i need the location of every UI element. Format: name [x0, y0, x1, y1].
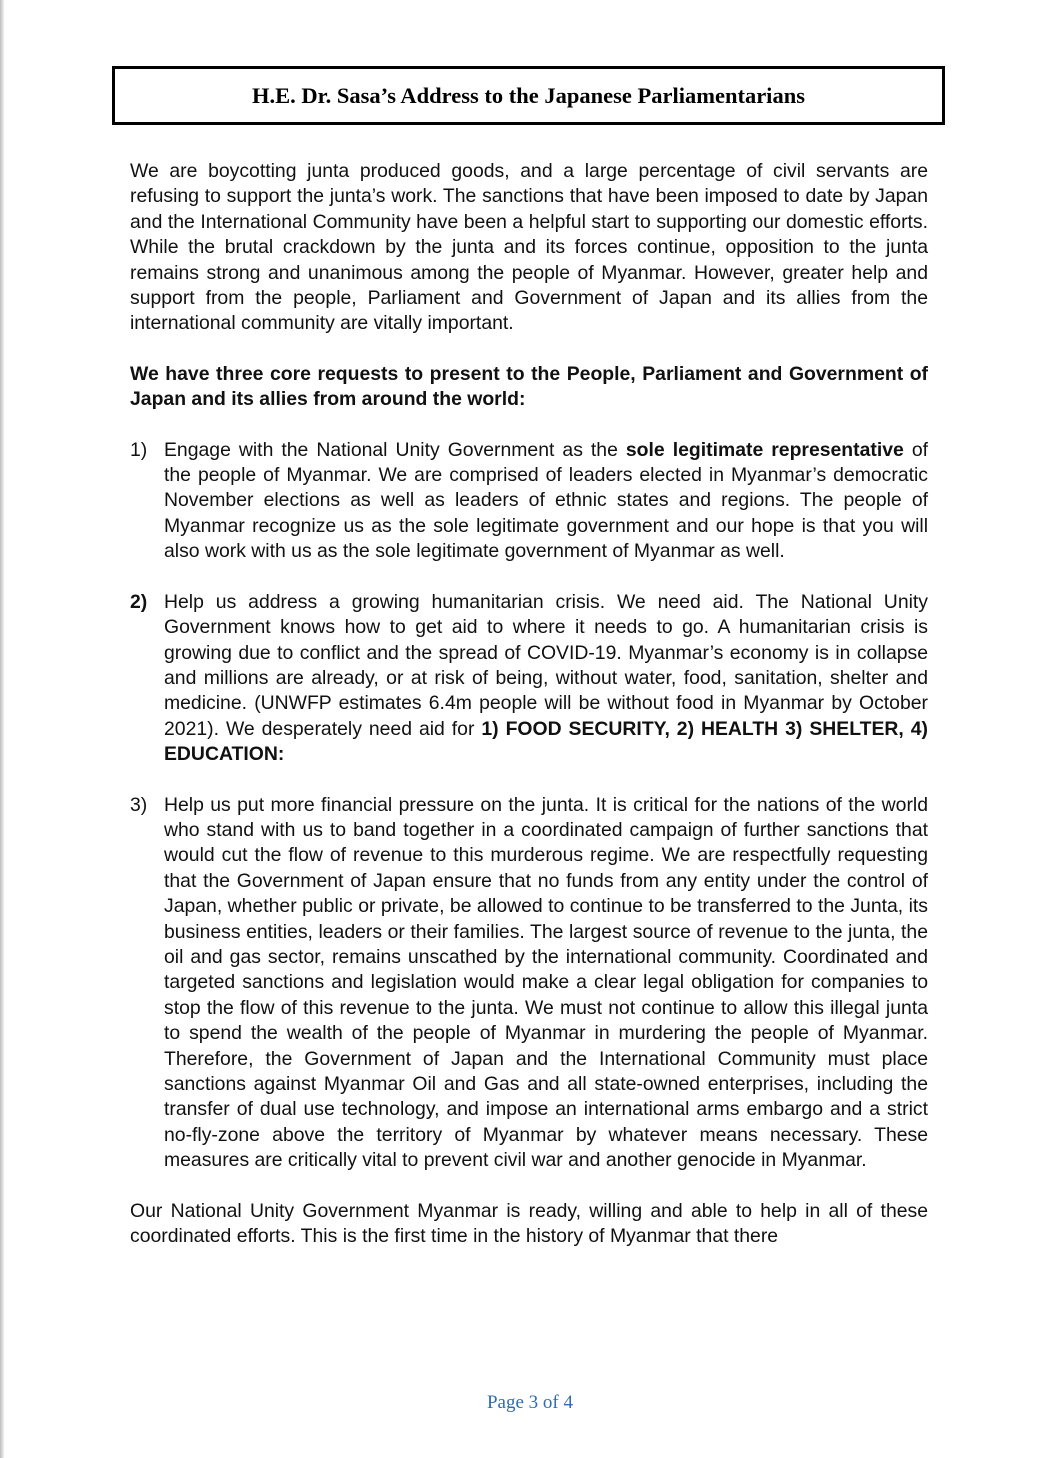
title-box: [112, 66, 945, 125]
list-number-2: 2): [130, 590, 148, 613]
list-item-1-bold: sole legitimate representative: [625, 438, 904, 461]
list-number-1: 1): [130, 438, 148, 461]
list-item-3: [130, 793, 928, 1174]
closing-paragraph: Our National Unity Government Myanmar is ready, willing and able to help in all of these coordinated efforts. This is the first time in the history of Myanmar that there: [130, 1199, 928, 1248]
list-item-1: [130, 438, 928, 565]
list-item-1-text-b: of the people of Myanmar. We are comprised of leaders elected in Myanmar’s democratic November elections as well as leaders of ethnic states and regions. The people of Myanmar recognize us as the sole legitimate government and our hope is that you will also work with us as the sole legitimate government of Myanmar as well.: [164, 438, 929, 563]
page-number: Page 3 of 4: [486, 1392, 573, 1413]
page-edge-shadow: [0, 0, 4, 1458]
intro-paragraph: We are boycotting junta produced goods, and a large percentage of civil servants are refusing to support the junta’s work. The sanctions that have been imposed to date by Japan and the International Community have been a helpful start to supporting our domestic efforts. While the brutal crackdown by the junta and its forces continue, opposition to the junta remains strong and unanimous among the people of Myanmar. However, greater help and support from the people, Parliament and Government of Japan and its allies from the international community are vitally important.: [130, 160, 928, 335]
list-item-2: [130, 590, 928, 768]
document-body: [130, 159, 928, 1249]
requests-heading: We have three core requests to present to the People, Parliament and Government of Japan and its allies from around the world:: [130, 362, 928, 411]
list-item-2-text-a: Help us address a growing humanitarian crisis. We need aid. The National Unity Government knows how to get aid to where it needs to go. A humanitarian crisis is growing due to conflict and the spread of COVID-19. Myanmar’s economy is in collapse and millions are already, or at risk of being, without water, food, sanitation, shelter and medicine. (UNWFP estimates 6.4m people will be without food in Myanmar by October 2021). We desperately need aid for: [164, 590, 928, 740]
list-item-3-text: Help us put more financial pressure on the junta. It is critical for the nations of the world who stand with us to band together in a coordinated campaign of further sanctions that would cut the flow of revenue to this murderous regime. We are respectfully requesting that the Government of Japan ensure that no funds from any entity under the control of Japan, whether public or private, be allowed to continue to be transferred to the Junta, its business entities, leaders or their families. The largest source of revenue to the junta, the oil and gas sector, remains unscathed by the international community. Coordinated and targeted sanctions and legislation would make a clear legal obligation for companies to stop the flow of this revenue to the junta. We must not continue to allow this illegal junta to spend the wealth of the people of Myanmar in murdering the people of Myanmar. Therefore, the Government of Japan and the International Community must place sanctions against Myanmar Oil and Gas and all state-owned enterprises, including the transfer of dual use technology, and impose an international arms embargo and a strict no-fly-zone above the territory of Myanmar by whatever means necessary. These measures are critically vital to prevent civil war and another genocide in Myanmar.: [164, 793, 928, 1172]
list-item-2-bold: 1) FOOD SECURITY, 2) HEALTH 3) SHELTER, 4) EDUCATION:: [164, 717, 928, 766]
document-title: H.E. Dr. Sasa’s Address to the Japanese Parliamentarians: [252, 82, 805, 108]
list-number-3: 3): [130, 793, 148, 816]
list-item-1-text-a: Engage with the National Unity Government as the: [164, 438, 626, 461]
